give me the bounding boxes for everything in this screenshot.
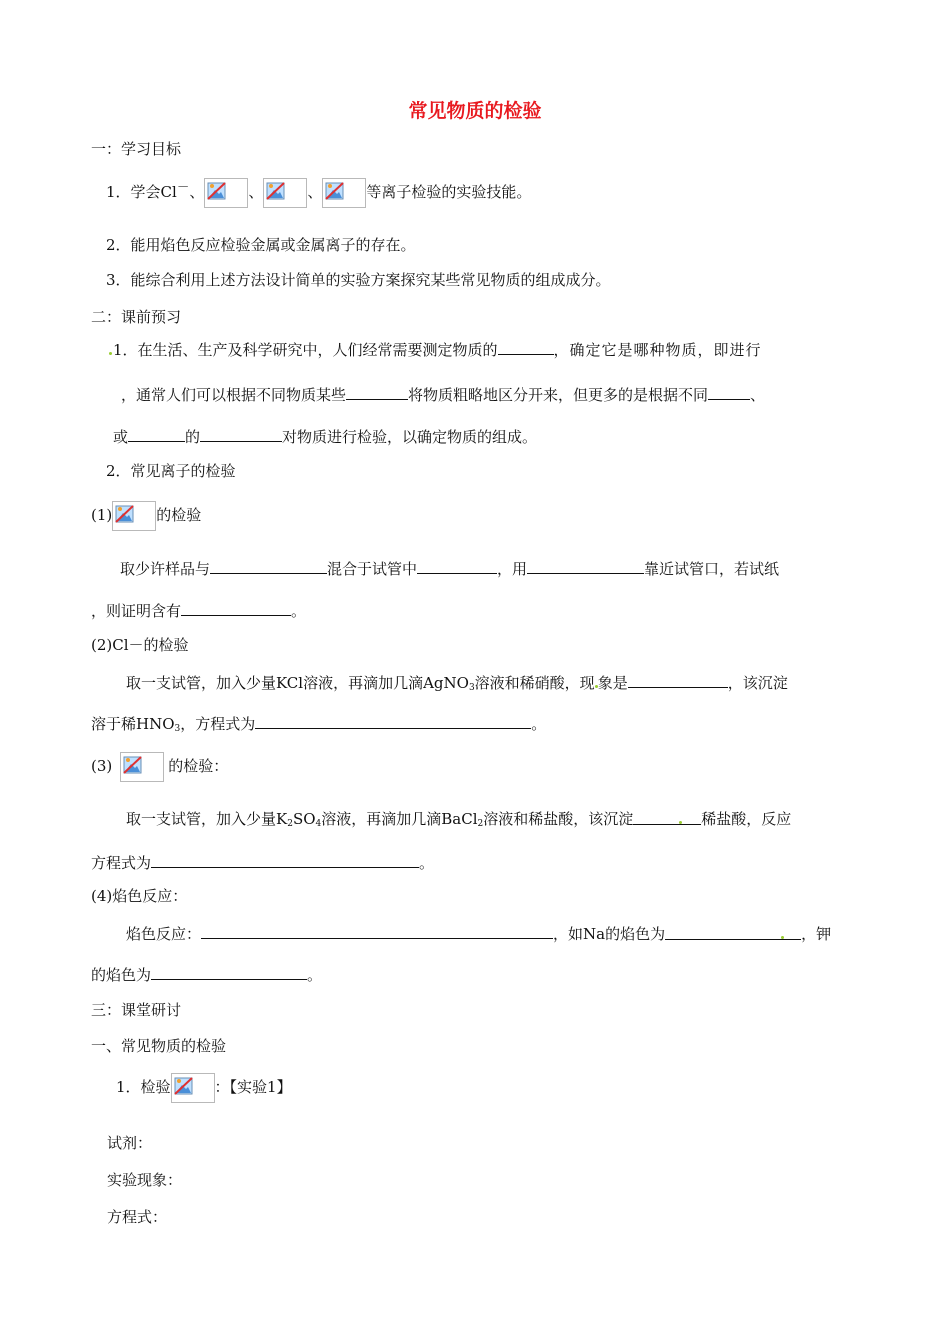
text: (1) [91,506,113,524]
text: 。 [307,966,323,984]
text: 象是 [597,674,628,692]
text: 。 [291,602,307,620]
fill-in-blank[interactable] [633,808,701,825]
broken-image-icon [112,501,156,531]
section-heading-preview: 二：课前预习 [91,308,182,326]
broken-image-icon [322,178,366,208]
flame-test-heading: (4)焰色反应： [91,887,188,905]
fill-in-blank[interactable] [527,557,644,574]
flame-test-line-1 [126,922,831,945]
text: (3) [91,757,113,775]
text: 的焰色为 [91,966,152,984]
superscript: － [176,179,190,194]
text: 将物质粗略地区分开来，但更多的是根据不同 [408,386,709,404]
subscript: 3 [174,724,181,734]
text: ，用 [497,560,528,578]
broken-image-icon [263,178,307,208]
fill-in-blank[interactable] [498,338,554,355]
fill-in-blank[interactable] [128,425,185,442]
ion-test-2-line-2 [91,712,546,740]
text: 溶于稀HNO [91,715,175,733]
text: ，通常人们可以根据不同物质某些 [121,386,347,404]
text: 对物质进行检验，以确定物质的组成。 [282,428,538,446]
text: 的检验 [156,506,202,524]
objective-2: 2．能用焰色反应检验金属或金属离子的存在。 [106,236,416,254]
broken-image-icon [204,178,248,208]
text: 取一支试管，加入少量KCl溶液，再滴加几滴AgNO [126,674,469,692]
ion-test-1-line-1 [120,557,779,580]
page-title: 常见物质的检验 [408,100,542,122]
objective-1 [106,176,531,208]
text: 1．检验 [116,1078,171,1096]
flame-test-line-2 [91,963,322,986]
reagent-label: 试剂： [107,1134,153,1152]
ion-test-1-heading [91,501,201,531]
separator: 、 [189,183,205,201]
text: 的检验： [168,757,229,775]
fill-in-blank[interactable] [628,671,728,688]
text: 焰色反应： [126,925,202,943]
fill-in-blank[interactable] [151,851,419,868]
text: ，确定它是哪种物质，即进行 [553,341,762,359]
text: ，钾 [801,925,832,943]
fill-in-blank[interactable] [665,923,801,940]
section-heading-classroom: 三：课堂研讨 [91,1001,182,1019]
common-ion-tests-heading: 2．常见离子的检验 [106,462,236,480]
text: 1．在生活、生产及科学研究中，人们经常需要测定物质的 [113,341,498,359]
marker-dot [109,352,112,355]
subscript: 4 [315,819,322,829]
separator: 、 [307,183,323,201]
separator: 、 [248,183,264,201]
subscript: 2 [477,819,484,829]
fill-in-blank[interactable] [151,963,307,980]
text: 。 [419,854,435,872]
text: ，如Na的焰色为 [553,925,666,943]
ion-test-1-line-2 [91,599,306,622]
preview-para-1-line-1 [113,338,762,361]
fill-in-blank[interactable] [210,557,327,574]
text: 、 [750,386,766,404]
text: 稀盐酸，反应 [701,810,792,828]
ion-test-3-line-2 [91,851,434,874]
objective-1-text: 1．学会Cl [106,183,177,201]
text: 。 [531,715,547,733]
common-substance-tests-heading: 一、常见物质的检验 [91,1037,227,1055]
fill-in-blank[interactable] [181,599,291,616]
text: 溶液和稀硝酸，现 [474,674,595,692]
text: ：【实验1】 [214,1078,292,1096]
equation-label: 方程式： [107,1208,168,1226]
marker-dot [781,936,784,939]
text: 混合于试管中 [327,560,418,578]
text: 溶液和稀盐酸，该沉淀 [483,810,634,828]
text: 溶液，再滴加几滴BaCl [321,810,478,828]
ion-test-2-heading: (2)Cl－的检验 [91,636,189,654]
ion-test-2-line-1 [126,671,788,699]
fill-in-blank[interactable] [255,712,531,729]
experiment-1-heading [116,1073,292,1103]
broken-image-icon [120,752,164,782]
fill-in-blank[interactable] [200,425,282,442]
ion-test-3-heading [91,752,228,782]
text: ，该沉淀 [727,674,788,692]
fill-in-blank[interactable] [346,383,408,400]
fill-in-blank[interactable] [417,557,497,574]
fill-in-blank[interactable] [708,383,750,400]
text: 的 [185,428,201,446]
preview-para-1-line-2 [121,383,765,406]
section-heading-objectives: 一：学习目标 [91,140,182,158]
subscript: 3 [468,683,475,693]
text: 或 [113,428,129,446]
phenomenon-label: 实验现象： [107,1171,183,1189]
text: 靠近试管口，若试纸 [644,560,780,578]
ion-test-3-line-1 [126,808,791,835]
text: SO [292,810,316,828]
text: 取少许样品与 [120,560,211,578]
fill-in-blank[interactable] [201,922,553,939]
preview-para-1-line-3 [113,425,537,448]
objective-1-tail: 等离子检验的实验技能。 [366,183,532,201]
text: ，方程式为 [180,715,256,733]
subscript: 2 [287,819,293,829]
text: 方程式为 [91,854,152,872]
text: 取一支试管，加入少量K [126,810,288,828]
marker-dot [679,821,682,824]
broken-image-icon [171,1073,215,1103]
objective-3: 3．能综合利用上述方法设计简单的实验方案探究某些常见物质的组成成分。 [106,271,611,289]
text: ，则证明含有 [91,602,182,620]
